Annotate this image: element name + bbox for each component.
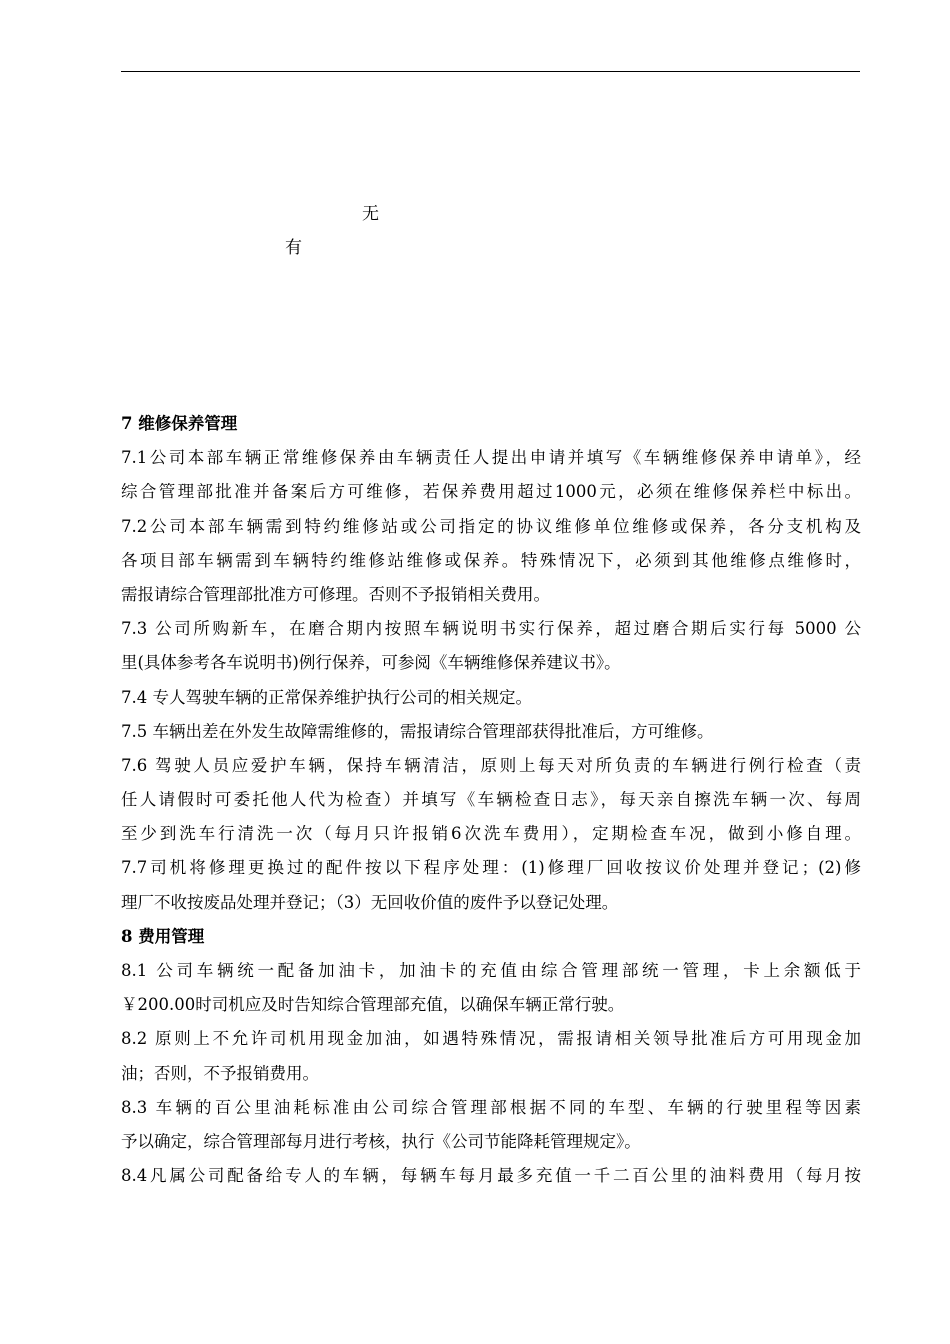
paragraph-line: 油；否则，不予报销费用。 — [121, 1063, 319, 1083]
paragraph-line: 8.2 原则上不允许司机用现金加油，如遇特殊情况，需报请相关领导批准后方可用现金加 — [121, 1029, 861, 1049]
paragraph-line: 7.7司机将修理更换过的配件按以下程序处理：(1)修理厂回收按议价处理并登记；(2)修 — [121, 858, 861, 878]
paragraph-line: 综合管理部批准并备案后方可维修，若保养费用超过1000元，必须在维修保养栏中标出。 — [121, 482, 861, 502]
paragraph-line: 7.3 公司所购新车，在磨合期内按照车辆说明书实行保养，超过磨合期后实行每 5000 公 — [121, 619, 861, 639]
paragraph-line: 里(具体参考各车说明书)例行保养，可参阅《车辆维修保养建议书》。 — [121, 653, 621, 673]
paragraph-line: 8.1 公司车辆统一配备加油卡，加油卡的充值由综合管理部统一管理，卡上余额低于 — [121, 961, 861, 980]
paragraph-line: 任人请假时可委托他人代为检查）并填写《车辆检查日志》，每天亲自擦洗车辆一次、每周 — [121, 790, 861, 810]
paragraph-line: 理厂不收按废品处理并登记；（3）无回收价值的废件予以登记处理。 — [121, 892, 619, 912]
paragraph-line: 各项目部车辆需到车辆特约维修站维修或保养。特殊情况下，必须到其他维修点维修时， — [121, 550, 861, 570]
document-body — [121, 407, 861, 1193]
section-heading: 7 维修保养管理 — [121, 414, 238, 433]
paragraph-line: 7.4 专人驾驶车辆的正常保养维护执行公司的相关规定。 — [121, 687, 532, 707]
paragraph-line: 8.3 车辆的百公里油耗标准由公司综合管理部根据不同的车型、车辆的行驶里程等因素 — [121, 1097, 861, 1117]
section-heading: 8 费用管理 — [121, 926, 205, 946]
paragraph-line: ￥200.00时司机应及时告知综合管理部充值，以确保车辆正常行驶。 — [121, 995, 625, 1015]
paragraph-line: 予以确定，综合管理部每月进行考核，执行《公司节能降耗管理规定》。 — [121, 1131, 641, 1151]
header-rule — [121, 71, 860, 72]
paragraph-line: 7.5 车辆出差在外发生故障需维修的，需报请综合管理部获得批准后，方可维修。 — [121, 721, 714, 741]
fragment-you: 有 — [285, 238, 302, 258]
paragraph-line: 7.2公司本部车辆需到特约维修站或公司指定的协议维修单位维修或保养，各分支机构及 — [121, 516, 861, 536]
paragraph-line: 7.6 驾驶人员应爱护车辆，保持车辆清洁，原则上每天对所负责的车辆进行例行检查（责 — [121, 755, 861, 775]
paragraph-line: 至少到洗车行清洗一次（每月只许报销6次洗车费用），定期检查车况，做到小修自理。 — [121, 824, 861, 844]
fragment-wu: 无 — [362, 204, 379, 224]
paragraph-line: 7.1公司本部车辆正常维修保养由车辆责任人提出申请并填写《车辆维修保养申请单》，经 — [121, 448, 861, 468]
paragraph-line: 需报请综合管理部批准方可修理。否则不予报销相关费用。 — [121, 584, 550, 604]
paragraph-line: 8.4凡属公司配备给专人的车辆，每辆车每月最多充值一千二百公里的油料费用（每月按 — [121, 1166, 861, 1186]
